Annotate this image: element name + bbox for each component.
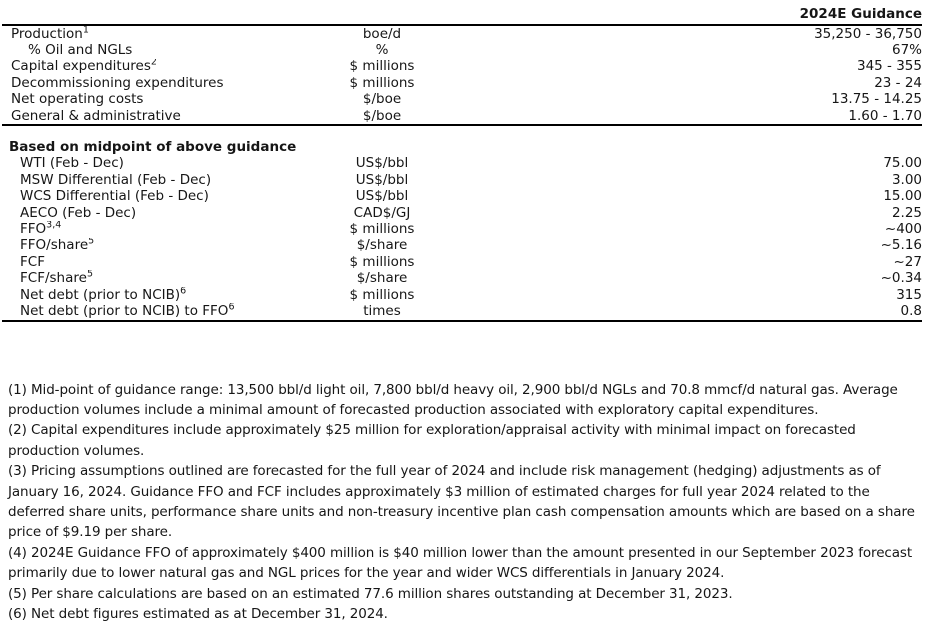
row-unit: $ millions [349, 254, 415, 270]
table-header-row [2, 2, 922, 25]
footnotes [8, 380, 929, 625]
footnote: (2) Capital expenditures include approximately $25 million for exploration/appraisal activity with minimal impact on forecasted production volumes. [8, 422, 856, 459]
row-unit: $/share [356, 270, 408, 287]
footnote: (1) Mid-point of guidance range: 13,500 bbl/d light oil, 7,800 bbl/d heavy oil, 2,900 bbl/d NGLs and 70.8 mmcf/d natural gas. Average production volumes include a minimal amount of forecasted production associated with exploratory capital expenditures. [8, 381, 898, 419]
row-value: ~0.34 [880, 270, 922, 287]
row-label: General & administrative [2, 108, 317, 125]
row-unit: times [317, 303, 447, 320]
row-label: FCF/share$^5$ [20, 270, 93, 287]
table-row [2, 254, 922, 270]
row-value: 23 - 24 [874, 75, 922, 91]
guidance-section-2 [2, 125, 922, 320]
row-value: 13.75 - 14.25 [831, 91, 922, 108]
row-unit: CAD$/GJ [353, 204, 411, 221]
table-row [2, 221, 922, 237]
footnote: (3) Pricing assumptions outlined are forecasted for the full year of 2024 and include risk management (hedging) adjustments as of January 16, 2024. Guidance FFO and FCF includes approximately $3 million of estimated charges for full year 2024 related to the deferred share units, performance share units and non-treasury incentive plan cash compensation amounts which are based on a share price of $9.19 per share. [8, 463, 915, 541]
row-label: Decommissioning expenditures [11, 75, 224, 91]
label-column-header [2, 2, 317, 25]
footnote-ref: 5 [88, 237, 95, 247]
table-row [2, 205, 922, 221]
row-unit: $ millions [349, 75, 415, 91]
guidance-section-1 [2, 25, 922, 125]
table-row [2, 92, 922, 108]
row-label: AECO (Feb - Dec) [20, 204, 137, 221]
table-row [2, 172, 922, 188]
row-unit: US$/bbl [355, 172, 409, 188]
section-spacer [2, 125, 922, 139]
row-label: Net operating costs [11, 91, 144, 108]
row-label: FCF [20, 254, 45, 270]
row-label: WTI (Feb - Dec) [20, 155, 124, 172]
row-unit: $/boe [317, 108, 447, 125]
table-row [2, 108, 922, 125]
table-row [2, 270, 922, 286]
table-row [2, 59, 922, 75]
row-value: 1.60 - 1.70 [447, 108, 922, 125]
footnote-ref: 2 [150, 58, 157, 68]
row-value: 2.25 [891, 204, 922, 221]
row-value: 15.00 [883, 188, 922, 205]
row-label: Production$^1$ [11, 25, 89, 42]
row-unit: % [375, 42, 389, 59]
row-value: 75.00 [883, 155, 922, 172]
footnote-ref: 3,4 [46, 221, 62, 231]
row-value: 67% [891, 42, 922, 59]
unit-column-header [317, 2, 447, 25]
row-unit: $/share [356, 237, 408, 254]
row-label: FFO$^{3,4}$ [20, 221, 62, 237]
footnote: (5) Per share calculations are based on an estimated 77.6 million shares outstanding at December 31, 2023. [8, 585, 733, 602]
row-unit: US$/bbl [355, 155, 409, 172]
table-row [2, 189, 922, 205]
row-label: WCS Differential (Feb - Dec) [20, 188, 209, 205]
footnote: (4) 2024E Guidance FFO of approximately $400 million is $40 million lower than the amount presented in our September 2023 forecast primarily due to lower natural gas and NGL prices for the year and wider WCS differentials in January 2024. [8, 544, 913, 582]
footnote: (6) Net debt figures estimated as at December 31, 2024. [8, 606, 388, 623]
row-value: ~27 [893, 254, 922, 270]
table-row [2, 303, 922, 320]
row-label: Net debt (prior to NCIB)$^6$ [20, 286, 187, 303]
footnote-ref: 6 [228, 303, 235, 313]
footnote-ref: 1 [82, 25, 89, 36]
row-value: 0.8 [447, 303, 922, 320]
section-title: Based on midpoint of above guidance [9, 139, 297, 156]
table-row [2, 156, 922, 172]
footnote-ref: 6 [180, 286, 187, 297]
guidance-table [2, 2, 922, 322]
row-unit: boe/d [362, 25, 402, 42]
row-unit: US$/bbl [355, 188, 409, 205]
row-unit: $ millions [349, 221, 415, 237]
row-value: ~5.16 [880, 237, 922, 254]
row-value: 3.00 [891, 172, 922, 188]
row-label: % Oil and NGLs [28, 42, 133, 59]
table-row [2, 25, 922, 42]
row-label: MSW Differential (Feb - Dec) [20, 172, 212, 188]
guidance-column-header: 2024E Guidance [447, 2, 922, 25]
row-unit: $ millions [349, 286, 415, 303]
table-row [2, 42, 922, 58]
row-unit: $ millions [349, 58, 415, 75]
row-value: 345 - 355 [857, 58, 922, 75]
footnote-ref: 5 [86, 270, 93, 280]
row-unit: $/boe [362, 91, 402, 108]
table-row [2, 75, 922, 91]
section-title-row [2, 139, 922, 155]
table-row [2, 238, 922, 254]
row-value: 35,250 - 36,750 [814, 25, 922, 42]
row-value: 315 [896, 286, 922, 303]
row-value: ~400 [884, 221, 922, 237]
table-row [2, 287, 922, 303]
row-label: Capital expenditures$^2$ [11, 58, 157, 75]
row-label: Net debt (prior to NCIB) to FFO$^6$ [2, 303, 317, 320]
row-label: FFO/share$^5$ [20, 237, 95, 254]
